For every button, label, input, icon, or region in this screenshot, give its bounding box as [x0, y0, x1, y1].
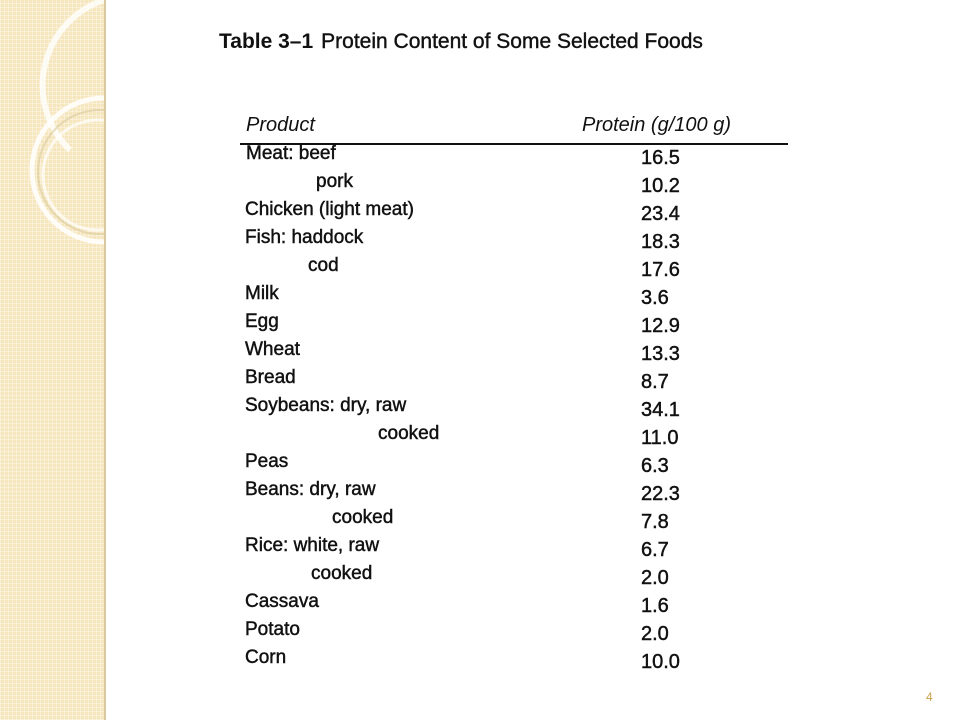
protein-cell: 23.4: [641, 203, 680, 225]
table-row: [0, 227, 800, 255]
column-header-product: Product: [246, 114, 315, 136]
protein-cell: 12.9: [641, 315, 680, 337]
product-cell: Peas: [245, 451, 289, 472]
protein-cell: 7.8: [641, 511, 669, 533]
protein-cell: 13.3: [641, 343, 680, 365]
product-cell: Fish: haddock: [245, 227, 364, 248]
table-row: [0, 171, 800, 199]
table-row: [0, 199, 800, 227]
protein-cell: 18.3: [641, 231, 680, 253]
table-row: [0, 647, 800, 675]
table-title-label: Table 3–1: [219, 30, 314, 53]
protein-cell: 16.5: [641, 147, 680, 169]
table-row: [0, 367, 800, 395]
protein-cell: 3.6: [641, 287, 669, 309]
product-cell: Egg: [245, 311, 279, 332]
protein-cell: 6.3: [641, 455, 669, 477]
product-cell: Soybeans: dry, raw: [245, 395, 407, 416]
protein-cell: 34.1: [641, 399, 680, 421]
product-cell: cod: [308, 255, 339, 276]
product-cell: Wheat: [245, 339, 300, 360]
product-cell: Milk: [245, 283, 279, 304]
table-row: [0, 507, 800, 535]
protein-cell: 17.6: [641, 259, 680, 281]
table-title: [219, 30, 799, 54]
protein-cell: 8.7: [641, 371, 669, 393]
protein-cell: 2.0: [641, 623, 669, 645]
table-row: [0, 283, 800, 311]
table-title-text: Protein Content of Some Selected Foods: [321, 30, 703, 53]
product-cell: pork: [316, 171, 353, 192]
table-row: [0, 395, 800, 423]
product-cell: cooked: [332, 507, 394, 528]
product-cell: Bread: [245, 367, 296, 388]
protein-cell: 6.7: [641, 539, 669, 561]
table-row: [0, 591, 800, 619]
protein-cell: 10.0: [641, 651, 680, 673]
product-cell: Meat: beef: [246, 143, 336, 164]
table-row: [0, 423, 800, 451]
table-row: [0, 451, 800, 479]
table-row: [0, 339, 800, 367]
product-cell: cooked: [311, 563, 373, 584]
table-row: [0, 619, 800, 647]
column-header-protein: Protein (g/100 g): [582, 114, 731, 136]
product-cell: Beans: dry, raw: [245, 479, 376, 500]
table-row: [0, 255, 800, 283]
product-cell: Corn: [245, 647, 287, 668]
product-cell: Rice: white, raw: [245, 535, 380, 556]
table-row: [0, 563, 800, 591]
protein-cell: 11.0: [641, 427, 679, 449]
protein-cell: 1.6: [641, 595, 669, 617]
table-row: [0, 143, 800, 171]
protein-cell: 22.3: [641, 483, 680, 505]
table-row: [0, 535, 800, 563]
protein-cell: 10.2: [641, 175, 680, 197]
product-cell: cooked: [378, 423, 440, 444]
product-cell: Cassava: [245, 591, 319, 612]
protein-cell: 2.0: [641, 567, 669, 589]
table-row: [0, 479, 800, 507]
slide-page-number: 4: [926, 690, 933, 704]
product-cell: Chicken (light meat): [245, 199, 414, 220]
product-cell: Potato: [245, 619, 300, 640]
table-row: [0, 311, 800, 339]
